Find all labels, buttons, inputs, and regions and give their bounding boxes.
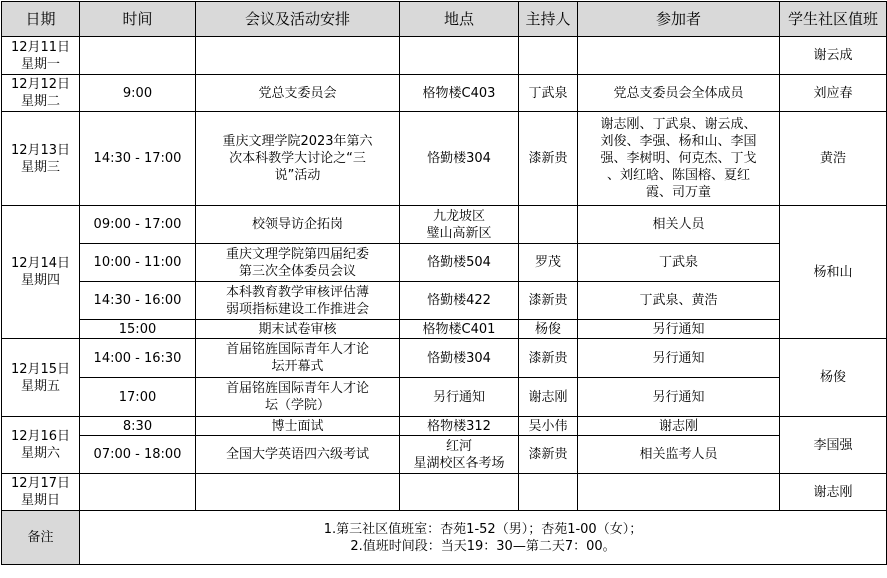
header-host: 主持人 — [519, 2, 578, 37]
header-duty: 学生社区值班 — [780, 2, 887, 37]
attendees-cell — [578, 37, 780, 75]
time-cell: 14:00 - 16:30 — [80, 339, 196, 378]
schedule-table — [1, 1, 887, 565]
attendees-cell — [578, 474, 780, 511]
date-cell: 12月14日 星期四 — [2, 206, 80, 339]
activity-cell: 重庆文理学院2023年第六 次本科教学大讨论之“三 说”活动 — [196, 112, 400, 206]
date-cell: 12月11日 星期一 — [2, 37, 80, 75]
place-cell: 恪勤楼304 — [400, 112, 519, 206]
host-cell: 杨俊 — [519, 320, 578, 339]
host-cell: 谢志刚 — [519, 378, 578, 417]
activity-cell: 本科教育教学审核评估薄 弱项指标建设工作推进会 — [196, 282, 400, 320]
place-cell: 格物楼312 — [400, 417, 519, 436]
table-row — [2, 244, 887, 282]
duty-cell: 刘应春 — [780, 75, 887, 112]
date-cell: 12月15日 星期五 — [2, 339, 80, 417]
header-activity: 会议及活动安排 — [196, 2, 400, 37]
time-cell: 15:00 — [80, 320, 196, 339]
remarks-row — [2, 511, 887, 565]
time-cell: 8:30 — [80, 417, 196, 436]
place-cell: 格物楼C403 — [400, 75, 519, 112]
place-cell — [400, 474, 519, 511]
remarks-label: 备注 — [2, 511, 80, 565]
duty-cell: 杨俊 — [780, 339, 887, 417]
attendees-cell: 另行通知 — [578, 320, 780, 339]
duty-cell: 李国强 — [780, 417, 887, 474]
attendees-cell: 另行通知 — [578, 339, 780, 378]
table-row — [2, 75, 887, 112]
activity-cell: 期末试卷审核 — [196, 320, 400, 339]
date-cell: 12月12日 星期二 — [2, 75, 80, 112]
host-cell — [519, 206, 578, 244]
date-cell: 12月17日 星期日 — [2, 474, 80, 511]
activity-cell — [196, 37, 400, 75]
host-cell — [519, 37, 578, 75]
host-cell: 漆新贵 — [519, 436, 578, 474]
time-cell — [80, 474, 196, 511]
attendees-cell: 相关人员 — [578, 206, 780, 244]
place-cell: 恪勤楼304 — [400, 339, 519, 378]
time-cell: 14:30 - 16:00 — [80, 282, 196, 320]
host-cell — [519, 474, 578, 511]
attendees-cell: 谢志刚、丁武泉、谢云成、 刘俊、李强、杨和山、李国 强、李树明、何克杰、丁戈 、刘红晗、陈国榕、夏红 霞、司万童 — [578, 112, 780, 206]
host-cell: 罗茂 — [519, 244, 578, 282]
place-cell: 九龙坡区 璧山高新区 — [400, 206, 519, 244]
place-cell: 红河 星湖校区各考场 — [400, 436, 519, 474]
table-row — [2, 436, 887, 474]
table-row — [2, 378, 887, 417]
time-cell: 09:00 - 17:00 — [80, 206, 196, 244]
attendees-cell: 相关监考人员 — [578, 436, 780, 474]
header-time: 时间 — [80, 2, 196, 37]
place-cell — [400, 37, 519, 75]
activity-cell: 首届铭旌国际青年人才论 坛（学院） — [196, 378, 400, 417]
host-cell: 漆新贵 — [519, 339, 578, 378]
table-row — [2, 474, 887, 511]
table-row — [2, 282, 887, 320]
attendees-cell: 另行通知 — [578, 378, 780, 417]
header-attendees: 参加者 — [578, 2, 780, 37]
activity-cell: 校领导访企拓岗 — [196, 206, 400, 244]
place-cell: 恪勤楼504 — [400, 244, 519, 282]
table-row — [2, 417, 887, 436]
header-row — [2, 2, 887, 37]
duty-cell: 谢云成 — [780, 37, 887, 75]
header-place: 地点 — [400, 2, 519, 37]
activity-cell: 重庆文理学院第四届纪委 第三次全体委员会议 — [196, 244, 400, 282]
activity-cell: 首届铭旌国际青年人才论 坛开幕式 — [196, 339, 400, 378]
host-cell: 吴小伟 — [519, 417, 578, 436]
attendees-cell: 党总支委员会全体成员 — [578, 75, 780, 112]
activity-cell — [196, 474, 400, 511]
place-cell: 格物楼C401 — [400, 320, 519, 339]
table-row — [2, 37, 887, 75]
activity-cell: 全国大学英语四六级考试 — [196, 436, 400, 474]
attendees-cell: 丁武泉 — [578, 244, 780, 282]
header-date: 日期 — [2, 2, 80, 37]
table-row — [2, 339, 887, 378]
time-cell: 9:00 — [80, 75, 196, 112]
attendees-cell: 谢志刚 — [578, 417, 780, 436]
duty-cell: 杨和山 — [780, 206, 887, 339]
time-cell: 07:00 - 18:00 — [80, 436, 196, 474]
activity-cell: 党总支委员会 — [196, 75, 400, 112]
time-cell: 10:00 - 11:00 — [80, 244, 196, 282]
duty-cell: 谢志刚 — [780, 474, 887, 511]
date-cell: 12月16日 星期六 — [2, 417, 80, 474]
host-cell: 漆新贵 — [519, 112, 578, 206]
place-cell: 恪勤楼422 — [400, 282, 519, 320]
host-cell: 漆新贵 — [519, 282, 578, 320]
date-cell: 12月13日 星期三 — [2, 112, 80, 206]
table-row — [2, 112, 887, 206]
time-cell — [80, 37, 196, 75]
remarks-text: 1.第三社区值班室：杏苑1-52（男）；杏苑1-00（女）； 2.值班时间段：当天19：30—第二天7：00。 — [80, 511, 887, 565]
attendees-cell: 丁武泉、黄浩 — [578, 282, 780, 320]
time-cell: 17:00 — [80, 378, 196, 417]
duty-cell: 黄浩 — [780, 112, 887, 206]
activity-cell: 博士面试 — [196, 417, 400, 436]
table-row — [2, 320, 887, 339]
time-cell: 14:30 - 17:00 — [80, 112, 196, 206]
table-row — [2, 206, 887, 244]
place-cell: 另行通知 — [400, 378, 519, 417]
host-cell: 丁武泉 — [519, 75, 578, 112]
